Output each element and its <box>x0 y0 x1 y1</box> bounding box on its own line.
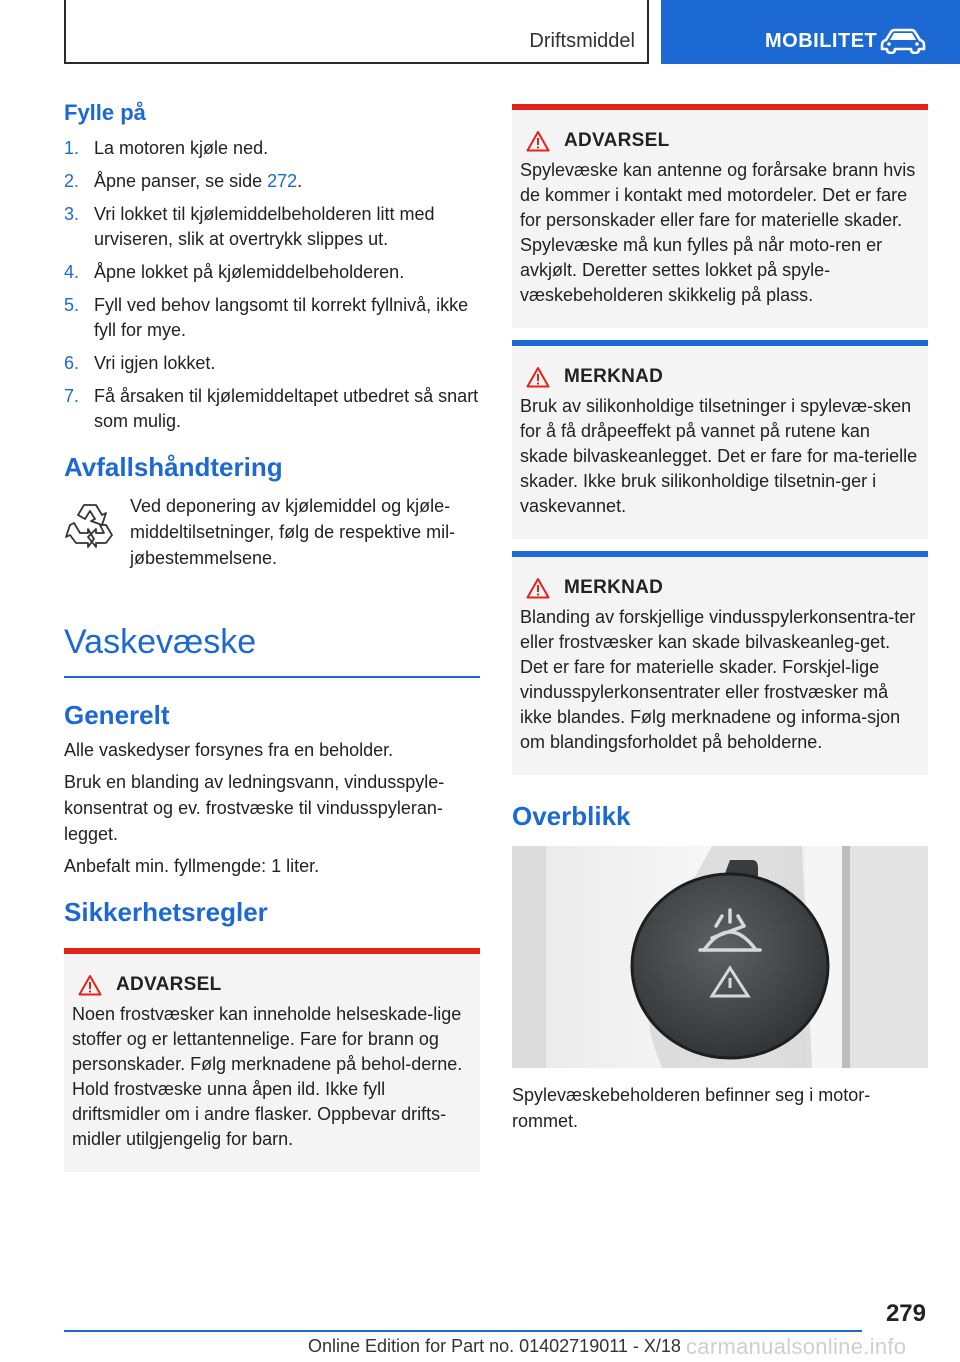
warning-box <box>512 104 928 328</box>
header-chapter-label: MOBILITET <box>765 30 878 52</box>
header-section-title: Driftsmiddel <box>529 30 635 52</box>
fill-heading: Fylle på <box>64 100 146 125</box>
disposal-text: Ved deponering av kjølemiddel og kjøle-middeltilsetninger, følg de respektive mil-jøbestemmelsene. <box>130 496 456 568</box>
note-text: Blanding av forskjellige vindusspylerkonsentra-ter eller frostvæsker kan skade bilvaskeanleg-get. Det er fare for materielle skader. Forskjel-lige vindusspylerkonsentrater eller frostvæsker må ikke blandes. Følg merknadene og informa-sjon om blandingsforholdet på beholderne. <box>520 607 916 752</box>
list-item: 5. Fyll ved behov langsomt til korrekt fyllnivå, ikke fyll for mye. <box>64 295 469 340</box>
list-item: 1. La motoren kjøle ned. <box>64 138 269 158</box>
general-paragraph-2: Bruk en blanding av ledningsvann, vindusspyle-konsentrat og ev. frostvæske til vindusspyleran-legget. <box>64 772 445 844</box>
list-item: 6. Vri igjen lokket. <box>64 353 216 373</box>
page-link[interactable]: 272 <box>267 171 298 191</box>
note-title: MERKNAD <box>564 577 664 598</box>
disposal-heading: Avfallshåndtering <box>64 452 283 482</box>
list-item: 3. Vri lokket til kjølemiddelbeholderen litt med urviseren, slik at overtrykk slippes ut. <box>64 204 435 249</box>
recycle-icon <box>64 499 116 551</box>
warning-title: ADVARSEL <box>564 130 670 151</box>
note-title: MERKNAD <box>564 366 664 387</box>
washer-fluid-icon <box>512 846 928 1068</box>
edition-text: Online Edition for Part no. 01402719011 - X/18 <box>308 1336 681 1356</box>
washer-fluid-heading: Vaskevæske <box>64 623 257 661</box>
note-box <box>512 551 928 775</box>
warning-triangle-icon <box>526 366 550 388</box>
general-paragraph-3: Anbefalt min. fyllmengde: 1 liter. <box>64 856 320 876</box>
list-item: 2. Åpne panser, se side 272. <box>64 171 303 191</box>
note-text: Bruk av silikonholdige tilsetninger i spylevæ-sken for å få dråpeeffekt på vannet på rutene kan skade bilvaskeanlegget. Det er fare for ma-terielle skader. Ikke bruk silikonholdige tilsetnin-ger i vaskevannet. <box>520 396 918 516</box>
left-column <box>64 100 480 1172</box>
general-paragraph-1: Alle vaskedyser forsynes fra en beholder. <box>64 740 394 760</box>
header-section-box <box>64 0 649 64</box>
note-box <box>512 340 928 539</box>
warning-triangle-icon <box>78 974 102 996</box>
watermark-text: carmanualsonline.info <box>686 1334 907 1359</box>
warning-text: Noen frostvæsker kan inneholde helseskade-lige stoffer og er lettantennelige. Fare for brann og personskader. Følg merknadene på behol-derne. Hold frostvæske unna åpen ild. Ikke fyll driftsmidler om i andre flasker. Oppbevar drifts-midler utilgjengelig for barn. <box>72 1004 463 1149</box>
disposal-block <box>64 493 480 571</box>
safety-heading: Sikkerhetsregler <box>64 897 268 927</box>
overview-heading: Overblikk <box>512 801 631 831</box>
fill-steps-list <box>64 136 480 434</box>
right-column <box>512 104 928 1134</box>
header-chapter-tab[interactable] <box>661 0 960 64</box>
warning-text: Spylevæske kan antenne og forårsake brann hvis de kommer i kontakt med motordeler. Det er fare for personskader eller fare for materielle skader. Spylevæske må kun fylles på når moto-ren er avkjølt. Deretter settes lokket på spyle-væskebeholderen skikkelig på plass. <box>520 160 916 305</box>
warning-title: ADVARSEL <box>116 974 222 995</box>
list-item: 4. Åpne lokket på kjølemiddelbeholderen. <box>64 262 405 282</box>
warning-triangle-icon <box>526 130 550 152</box>
photo-caption: Spylevæskebeholderen befinner seg i motor-rommet. <box>512 1085 871 1131</box>
page-number: 279 <box>885 1300 926 1327</box>
general-heading: Generelt <box>64 700 170 730</box>
washer-reservoir-photo <box>512 846 928 1068</box>
car-icon <box>880 28 926 54</box>
warning-box <box>64 948 480 1172</box>
warning-triangle-icon <box>526 577 550 599</box>
list-item: 7. Få årsaken til kjølemiddeltapet utbedret så snart som mulig. <box>64 386 479 431</box>
footer-rule <box>64 1330 862 1332</box>
heading-rule <box>64 676 480 678</box>
